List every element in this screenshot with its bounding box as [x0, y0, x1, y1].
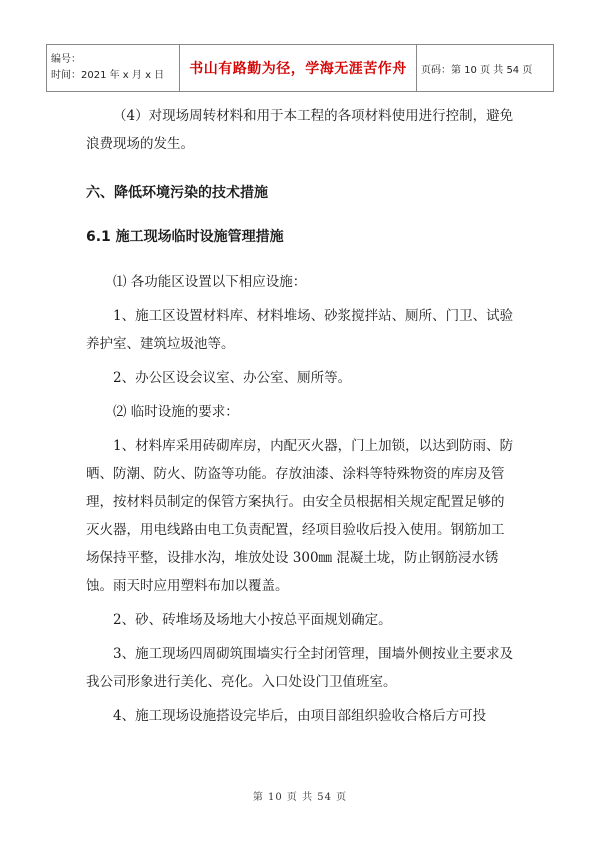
paragraph: 3、施工现场四周砌筑围墙实行全封闭管理，围墙外侧按业主要求及我公司形象进行美化、亮化。入口处设门卫值班室。 [86, 646, 514, 690]
header-page-info: 页码：第 10 页 共 54 页 [417, 45, 554, 92]
paragraph: ⑵ 临时设施的要求： [113, 404, 239, 420]
subsection-heading: 6.1 施工现场临时设施管理措施 [86, 229, 284, 245]
document-number-label: 编号： [51, 54, 81, 65]
page-body [86, 102, 516, 730]
paragraph: 4、施工现场设施搭设完毕后，由项目部组织验收合格后方可投 [113, 708, 487, 724]
paragraph: （4）对现场周转材料和用于本工程的各项材料使用进行控制，避免浪费现场的发生。 [86, 108, 514, 152]
header-motto: 书山有路勤为径，学海无涯苦作舟 [180, 45, 417, 92]
paragraph: 2、砂、砖堆场及场地大小按总平面规划确定。 [113, 612, 392, 628]
section-heading: 六、降低环境污染的技术措施 [86, 185, 268, 201]
page-header [46, 44, 554, 92]
paragraph: 2、办公区设会议室、办公室、厕所等。 [113, 370, 352, 386]
paragraph: 1、材料库采用砖砌库房，内配灭火器，门上加锁，以达到防雨、防晒、防潮、防火、防盗等功能。存放油漆、涂料等特殊物资的库房及管理，按材料员制定的保管方案执行。由安全员根据相关规定配置足够的灭火器，用电线路由电工负责配置，经项目验收后投入使用。钢筋加工场保持平整，设排水沟，堆放处设 300㎜ 混凝土垅，防止钢筋浸水锈蚀。雨天时应用塑料布加以覆盖。 [86, 438, 514, 594]
page-footer: 第 10 页 共 54 页 [252, 792, 348, 803]
header-meta [47, 45, 180, 92]
paragraph: 1、施工区设置材料库、材料堆场、砂浆搅拌站、厕所、门卫、试验养护室、建筑垃圾池等。 [86, 308, 514, 352]
paragraph: ⑴ 各功能区设置以下相应设施： [113, 274, 307, 290]
document-date: 时间：2021 年 x 月 x 日 [51, 70, 165, 81]
